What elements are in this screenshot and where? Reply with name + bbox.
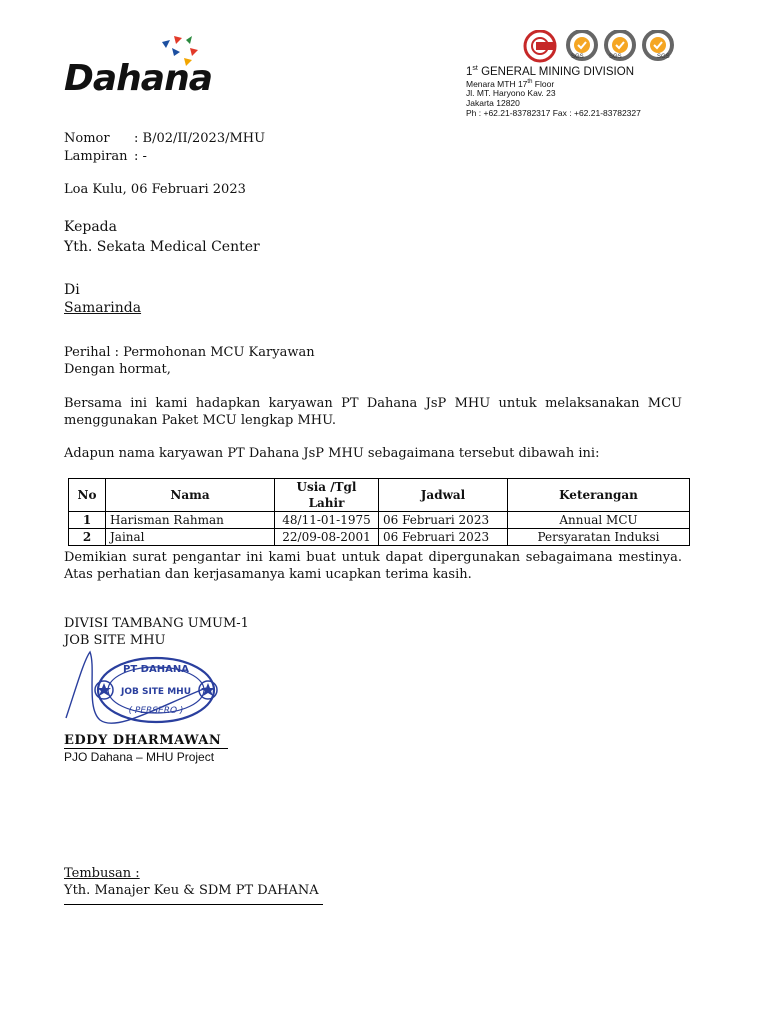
table-cell: 06 Februari 2023	[379, 512, 508, 529]
body-paragraph: Adapun nama karyawan PT Dahana JsP MHU sebagaimana tersebut dibawah ini:	[64, 446, 600, 461]
address-line: Jl. MT. Haryono Kav. 23	[466, 88, 556, 98]
lampiran-row: Lampiran : -	[64, 149, 147, 164]
recipient-name: Yth. Sekata Medical Center	[64, 239, 260, 255]
company-logo: Dahana	[64, 58, 213, 99]
recipient-city: Samarinda	[64, 300, 142, 316]
signatory-name: EDDY DHARMAWAN	[64, 733, 228, 749]
column-header: Usia /Tgl Lahir	[275, 479, 379, 512]
table-row	[69, 512, 690, 529]
stamp-site-text: JOB SITE MHU	[120, 687, 192, 697]
division-heading: 1st GENERAL MINING DIVISION	[466, 65, 634, 78]
column-header: No	[69, 479, 106, 512]
table-cell: 1	[69, 512, 106, 529]
employee-table	[68, 478, 690, 546]
cc-label: Tembusan :	[64, 866, 140, 881]
table-cell: 22/09-08-2001	[275, 529, 379, 546]
column-header: Jadwal	[379, 479, 508, 512]
stamp-persero-text: ( PERSERO )	[128, 706, 184, 716]
table-cell: Jainal	[106, 529, 275, 546]
sgs-label: SGS	[657, 54, 670, 60]
column-header: Keterangan	[508, 479, 690, 512]
kepada-label: Kepada	[64, 219, 117, 235]
sgs-label: SGS	[609, 54, 622, 60]
table-cell: 48/11-01-1975	[275, 512, 379, 529]
sgs-label: SGS	[571, 54, 584, 60]
stamp-company-text: PT DAHANA	[123, 664, 189, 675]
signatory-title: PJO Dahana – MHU Project	[64, 750, 215, 764]
table-header-row	[69, 479, 690, 512]
greeting: Dengan hormat,	[64, 362, 171, 377]
sign-division: DIVISI TAMBANG UMUM-1	[64, 616, 249, 631]
cc-divider	[64, 904, 323, 905]
body-paragraph: Bersama ini kami hadapkan karyawan PT Dahana JsP MHU untuk melaksanakan MCU menggunakan Paket MCU lengkap MHU.	[64, 396, 682, 428]
table-row	[69, 529, 690, 546]
column-header: Nama	[106, 479, 275, 512]
sign-site: JOB SITE MHU	[64, 633, 166, 648]
phone-fax-line: Ph : +62.21-83782317 Fax : +62.21-83782327	[466, 108, 641, 118]
address-line: Jakarta 12820	[466, 98, 520, 108]
nomor-row: Nomor : B/02/II/2023/MHU	[64, 131, 266, 146]
address-line: Menara MTH 17th Floor	[466, 78, 555, 89]
table-cell: Harisman Rahman	[106, 512, 275, 529]
di-label: Di	[64, 282, 80, 298]
table-cell: Persyaratan Induksi	[508, 529, 690, 546]
subject-line: Perihal : Permohonan MCU Karyawan	[64, 345, 315, 360]
table-cell: 06 Februari 2023	[379, 529, 508, 546]
sgs-cert-badge	[639, 30, 677, 68]
table-cell: 2	[69, 529, 106, 546]
closing-paragraph: Demikian surat pengantar ini kami buat untuk dapat dipergunakan sebagaimana mestinya. Atas perhatian dan kerjasamanya kami ucapkan terima kasih.	[64, 550, 682, 582]
cc-recipient: Yth. Manajer Keu & SDM PT DAHANA	[64, 883, 319, 898]
table-cell: Annual MCU	[508, 512, 690, 529]
company-stamp	[56, 648, 226, 744]
place-date: Loa Kulu, 06 Februari 2023	[64, 182, 246, 197]
